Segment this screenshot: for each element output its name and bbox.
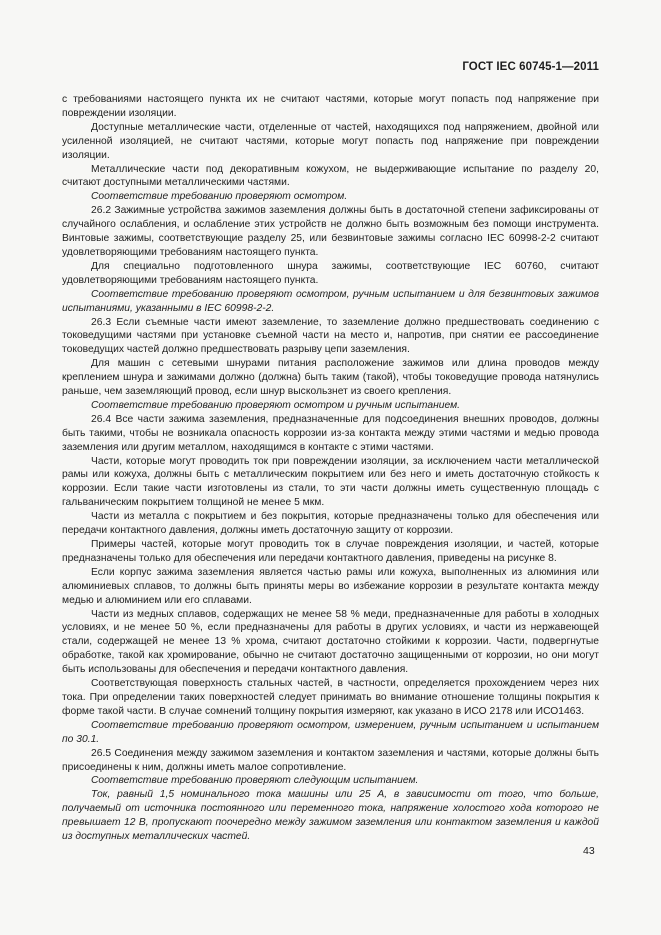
paragraph: Металлические части под декоративным кожухом, не выдерживающие испытание по разделу 20, считают доступными металлическими частями. xyxy=(62,163,599,189)
clause-26-3: 26.3 Если съемные части имеют заземление, то заземление должно предшествовать соединению с токоведущими частями при установке съемной части на место и, напротив, при снятии ее рассоединение токоведущих частей должно предшествовать разрыву цепи заземления. xyxy=(62,316,599,356)
compliance-note: Соответствие требованию проверяют осмотром. xyxy=(91,191,348,203)
paragraph: Примеры частей, которые могут проводить ток в случае повреждения изоляции, и частей, которые предназначены только для обеспечения или передачи контактного давления, приведены на рисунке 8. xyxy=(62,539,599,564)
compliance-note: Соответствие требованию проверяют осмотром, ручным испытанием и для безвинтовых зажимов испытаниями, указанными в IEC 60998-2-2. xyxy=(62,288,599,314)
paragraph: с требованиями настоящего пункта их не считают частями, которые могут попасть под напряжение при повреждении изоляции. xyxy=(62,94,599,119)
paragraph: Доступные металлические части, отделенные от частей, находящихся под напряжением, двойной или усиленной изоляцией, не считают частями, которые могут попасть под напряжение при повреждении изоляции. xyxy=(62,121,599,161)
clause-26-5: 26.5 Соединения между зажимом заземления и контактом заземления и частями, которые должны быть присоединены к ним, должны иметь малое сопротивление. xyxy=(62,747,599,773)
paragraph: Если корпус зажима заземления является частью рамы или кожуха, выполненных из алюминия или алюминиевых сплавов, то должны быть приняты меры во избежание коррозии в результате контакта между медью и алюминием или его сплавами. xyxy=(62,566,599,606)
paragraph: Для специально подготовленного шнура зажимы, соответствующие IEC 60760, считают удовлетворяющими требованиям настоящего пункта. xyxy=(62,260,599,286)
paragraph: Части, которые могут проводить ток при повреждении изоляции, за исключением части металлической рамы или кожуха, должны быть с металлическим покрытием или без него и иметь достаточную стойкость к коррозии. Если такие части изготовлены из стали, то эти части должны иметь существенную площадь с гальваническим покрытием толщиной не менее 5 мкм. xyxy=(62,455,599,509)
document-body xyxy=(62,93,599,844)
paragraph: Части из медных сплавов, содержащих не менее 58 % меди, предназначенные для работы в холодных условиях, и не менее 50 %, если предназначены для работы в других условиях, и части из нержавеющей стали, содержащей не менее 13 % хрома, считают достаточно стойкими к коррозии. Части, подвергнутые обработке, такой как хромирование, обычно не считают достаточно защищенными от коррозии, но они могут быть использованы для обеспечения и передачи контактного давления. xyxy=(62,608,599,676)
test-description: Ток, равный 1,5 номинального тока машины или 25 А, в зависимости от того, что больше, получаемый от источника постоянного или переменного тока, напряжение холостого хода которого не превышает 12 В, пропускают поочередно между зажимом заземления или контактом заземления и каждой из доступных металлических частей. xyxy=(62,789,599,843)
compliance-note: Соответствие требованию проверяют следующим испытанием. xyxy=(91,775,419,787)
document-header: ГОСТ IEC 60745-1—2011 xyxy=(462,61,599,73)
paragraph: Части из металла с покрытием и без покрытия, которые предназначены только для обеспечения или передачи контактного давления, должны иметь достаточную защиту от коррозии. xyxy=(62,511,599,537)
compliance-note: Соответствие требованию проверяют осмотром, измерением, ручным испытанием и испытанием по 30.1. xyxy=(62,719,599,745)
compliance-note: Соответствие требованию проверяют осмотром и ручным испытанием. xyxy=(91,399,461,411)
clause-26-4: 26.4 Все части зажима заземления, предназначенные для подсоединения внешних проводов, должны быть такими, чтобы не возникала опасность коррозии из-за контакта между этими частями и медью провода заземления или другим металлом, находящимся в контакте с этими частями. xyxy=(62,413,599,453)
clause-26-2: 26.2 Зажимные устройства зажимов заземления должны быть в достаточной степени зафиксированы от случайного ослабления, и ослабление этих устройств не должно быть возможным без помощи инструмента. Винтовые зажимы, соответствующие разделу 25, или безвинтовые зажимы согласно IEC 60998-2-2 считают удовлетворяющими требованиям настоящего пункта. xyxy=(62,205,599,258)
paragraph: Соответствующая поверхность стальных частей, в частности, определяется прохождением через них тока. При определении таких поверхностей следует принимать во внимание отношение толщины покрытия к форме такой части. В случае сомнений толщину покрытия измеряют, как указано в ИСО 2178 или ИСО1463. xyxy=(62,678,599,717)
paragraph: Для машин с сетевыми шнурами питания расположение зажимов или длина проводов между креплением шнура и зажимами должно (должна) быть таким (такой), чтобы токоведущие провода натянулись раньше, чем заземляющий провод, если шнур выскользнет из своего крепления. xyxy=(62,358,599,398)
page-number: 43 xyxy=(583,845,595,857)
